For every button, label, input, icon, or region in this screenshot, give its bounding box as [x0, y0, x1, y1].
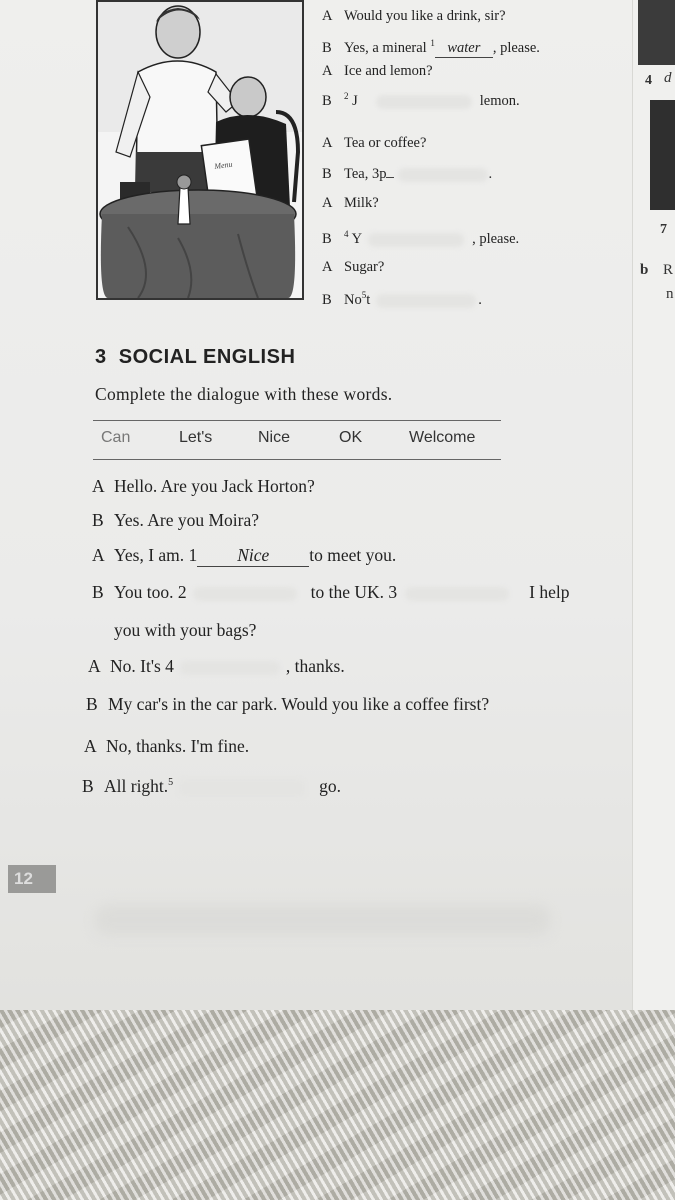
line-text: J [352, 92, 358, 109]
answer-blank[interactable] [368, 233, 464, 247]
line-text: No [344, 291, 362, 308]
speaker-label: B [322, 39, 332, 56]
speaker-label: A [92, 545, 105, 565]
line-text: You too. [114, 582, 174, 602]
dialogue-line [92, 582, 570, 603]
side-char: b [640, 262, 649, 278]
word-option: Can [101, 429, 131, 446]
dialogue-line [322, 63, 433, 80]
speaker-label: A [322, 195, 333, 211]
line-text: Y [351, 230, 363, 247]
gap-number: 2 [344, 91, 349, 101]
dialogue-line [92, 545, 396, 567]
speaker-label: A [322, 8, 333, 24]
line-text: , please. [472, 230, 520, 247]
speaker-label: A [322, 259, 333, 275]
line-text: go. [319, 776, 342, 796]
line-text: , please. [492, 39, 540, 56]
line-text: No. It's [110, 656, 161, 676]
gap-number: 3 [371, 166, 380, 182]
next-page-image-fragment-2 [650, 100, 675, 210]
word-option: Nice [258, 429, 291, 446]
dialogue-line [88, 656, 345, 677]
waiter-illustration [96, 0, 304, 300]
side-char: d [664, 70, 672, 86]
section-title: SOCIAL ENGLISH [118, 346, 296, 368]
speaker-label: B [322, 230, 332, 247]
answer-stub: t [366, 291, 371, 308]
dialogue-line [86, 694, 489, 715]
line-text: Sugar? [344, 259, 385, 275]
speaker-label: B [322, 291, 332, 308]
answer-blank[interactable] [193, 587, 297, 601]
section-number: 3 [95, 346, 107, 368]
line-text: Would you like a drink, sir? [344, 8, 506, 24]
line-text: My car's in the car park. Would you like a coffee first? [108, 694, 490, 714]
page-number: 12 [8, 865, 56, 893]
dialogue-line [114, 620, 256, 641]
line-text: . [478, 291, 482, 308]
line-text: lemon. [479, 92, 520, 109]
answer-blank[interactable] [180, 661, 280, 675]
word-option: Welcome [409, 429, 476, 446]
instruction: Complete the dialogue with these words. [95, 384, 393, 404]
dialogue-line [322, 259, 384, 276]
speaker-label: B [322, 166, 332, 182]
dialogue-line [322, 91, 520, 110]
line-text: , thanks. [285, 656, 345, 676]
speaker-label: A [88, 656, 101, 676]
line-text: to meet you. [309, 545, 397, 565]
gap-number: 2 [177, 582, 187, 602]
gap-number: 4 [344, 229, 349, 239]
illustration-svg [98, 2, 302, 298]
word-box [93, 420, 501, 460]
speaker-label: B [92, 582, 104, 602]
speaker-label: A [322, 63, 333, 79]
dialogue-line [322, 163, 492, 183]
answer-blank[interactable] [376, 95, 472, 109]
line-text: Ice and lemon? [344, 63, 433, 79]
line-text: . [488, 166, 493, 182]
answer-blank[interactable] [179, 779, 305, 797]
line-text: I help [529, 582, 570, 602]
speaker-label: B [92, 510, 104, 530]
dialogue-line [322, 38, 540, 58]
dialogue-line [84, 736, 249, 757]
gap-number: 5 [168, 777, 174, 789]
answer-line[interactable] [386, 163, 394, 178]
dialogue-line [322, 229, 519, 248]
speaker-label: B [86, 694, 98, 714]
gap-number: 1 [430, 38, 435, 48]
answer-filled[interactable] [197, 545, 309, 567]
dialogue-line [322, 8, 506, 25]
answer-text: Nice [237, 545, 270, 565]
section-heading [95, 346, 295, 369]
dialogue-line [322, 135, 426, 152]
line-text: All right. [104, 776, 169, 796]
side-char: 7 [660, 222, 667, 237]
answer-stub: p [379, 166, 387, 182]
line-text: to the UK. [310, 582, 385, 602]
speaker-label: A [322, 135, 333, 151]
line-text: Yes, a mineral [344, 39, 427, 56]
next-page-image-fragment [638, 0, 675, 65]
line-text: Milk? [344, 195, 379, 211]
page-smudge [95, 905, 550, 935]
line-text: Yes, I am. [114, 545, 185, 565]
word-option: Let's [179, 429, 213, 446]
answer-blank[interactable] [405, 587, 509, 601]
dialogue-line [322, 290, 482, 309]
line-text: Tea, [344, 166, 369, 182]
gap-number: 4 [165, 656, 174, 676]
menu-label: Menu [213, 159, 234, 172]
speaker-label: A [92, 476, 105, 496]
line-text: Yes. Are you Moira? [114, 510, 260, 530]
speaker-label: A [84, 736, 97, 756]
line-text: Hello. Are you Jack Horton? [114, 476, 315, 496]
answer-blank[interactable] [376, 294, 476, 308]
word-option: OK [339, 429, 363, 446]
tablecloth-background [0, 1010, 675, 1200]
line-text: Tea or coffee? [344, 135, 427, 151]
line-text: you with your bags? [114, 620, 257, 640]
dialogue-line [82, 776, 341, 797]
speaker-label: B [322, 92, 332, 109]
speaker-label: B [82, 776, 94, 796]
gap-number: 3 [388, 582, 398, 602]
dialogue-line [92, 476, 315, 497]
dialogue-line [322, 195, 379, 212]
line-text: No, thanks. I'm fine. [106, 736, 250, 756]
side-char: 4 [645, 73, 652, 88]
answer-filled[interactable]: water [435, 40, 493, 58]
side-char: n [666, 286, 674, 302]
side-char: R [663, 262, 674, 278]
gap-number: 5 [361, 290, 367, 300]
gap-number: 1 [188, 545, 198, 565]
answer-blank[interactable] [398, 168, 488, 182]
dialogue-line [92, 510, 259, 531]
